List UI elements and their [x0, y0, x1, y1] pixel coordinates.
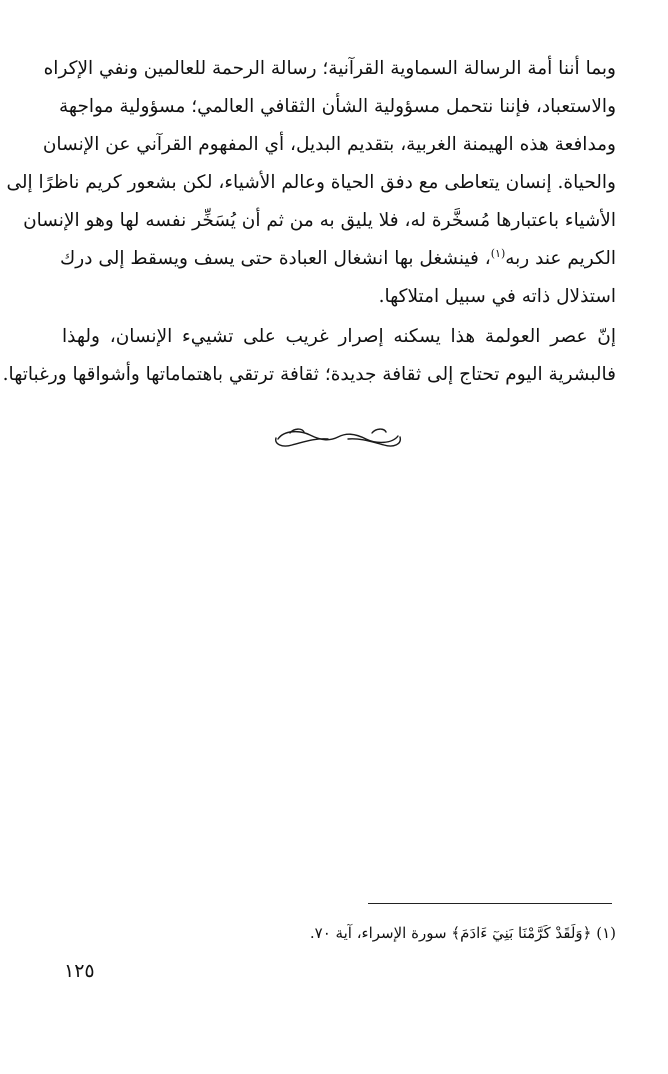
paragraph-2-line-2: فالبشرية اليوم تحتاج إلى ثقافة جديدة؛ ثقافة ترتقي باهتماماتها وأشواقها ورغباتها.	[2, 364, 616, 385]
paragraph-1-line-2: والاستعباد، فإننا نتحمل مسؤولية الشأن الثقافي العالمي؛ مسؤولية مواجهة	[59, 96, 616, 117]
footnote-source: سورة الإسراء، آية ٧٠.	[309, 924, 447, 942]
footnote	[250, 918, 616, 948]
footnote-quote: وَلَقَدْ كَرَّمْنَا بَنِيٓ ءَادَمَ	[460, 924, 583, 942]
footnote-reference[interactable]: (١)	[490, 246, 506, 260]
section-divider-ornament-icon	[270, 424, 406, 452]
paragraph-2	[2, 318, 616, 394]
paragraph-1-line-5: الأشياء باعتبارها مُسخَّرة له، فلا يليق به من ثم أن يُسَخِّر نفسه لها وهو الإنسان	[23, 210, 616, 231]
paragraph-1-line-3: ومدافعة هذه الهيمنة الغربية، بتقديم البديل، أي المفهوم القرآني عن الإنسان	[42, 134, 616, 155]
page-number: ١٢٥	[64, 960, 95, 982]
paragraph-1-line-7: استذلال ذاته في سبيل امتلاكها.	[378, 286, 616, 307]
paragraph-1-line-1: وبما أننا أمة الرسالة السماوية القرآنية؛ رسالة الرحمة للعالمين ونفي الإكراه	[43, 58, 616, 79]
line-6-end: ، فينشغل بها انشغال العبادة حتى يسف ويسقط إلى درك	[60, 248, 491, 269]
line-6-start: الكريم عند ربه	[505, 248, 616, 269]
quran-bracket-close: ﴾	[451, 924, 461, 942]
footnote-number: (١)	[596, 924, 616, 942]
quran-bracket-open: ﴿	[582, 924, 592, 942]
paragraph-1	[6, 50, 616, 316]
paragraph-1-line-6	[62, 240, 616, 278]
paragraph-1-line-4: والحياة. إنسان يتعاطى مع دفق الحياة وعالم الأشياء، لكن بشعور كريم ناظرًا إلى	[6, 172, 616, 193]
paragraph-2-line-1: إنّ عصر العولمة هذا يسكنه إصرار غريب على تشييء الإنسان، ولهذا	[62, 326, 616, 347]
footnote-separator	[368, 903, 612, 904]
